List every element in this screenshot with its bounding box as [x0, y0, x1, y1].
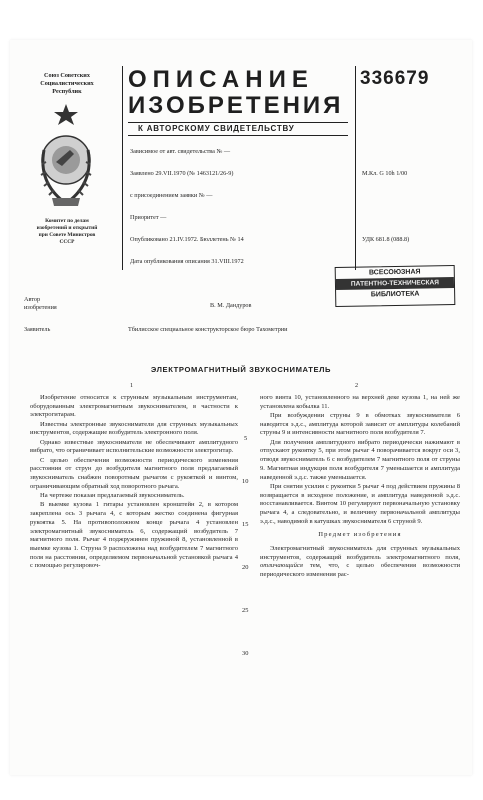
main-title: ЭЛЕКТРОМАГНИТНЫЙ ЗВУКОСНИМАТЕЛЬ: [150, 365, 332, 374]
author-name: В. М. Дандуров: [210, 302, 252, 309]
claims-text: Электромагнитный звукосниматель для струнных музыкальных инструментов, содержащий возбудитель электромагнитного поля,: [260, 545, 460, 561]
country-line: Союз Советских: [44, 72, 90, 79]
claims-heading: Предмет изобретения: [318, 531, 402, 539]
field-published: Опубликовано 21.IV.1972. Бюллетень № 14: [130, 236, 244, 243]
author-label-line: Автор: [24, 296, 41, 303]
column-2: [260, 394, 460, 580]
line-number: 5: [244, 435, 248, 442]
stamp-line: БИБЛИОТЕКА: [370, 290, 420, 299]
line-number: 10: [242, 478, 249, 485]
line-number: 15: [242, 521, 249, 528]
paragraph: При снятии усилия с рукоятки 5 рычаг 4 под действием пружины 8 возвращается в исходное положение, и амплитуда наведенной э.д.с. восстанавливается. Винтом 10 регулируют первоначальную установку рычага 4, а следовательно, и величину первоначальной амплитуды э.д.с., наводимой в катушках звукоснимателя 6 струной 9.: [260, 482, 460, 525]
class-code: М.Кл. G 10h 1/00: [362, 170, 408, 177]
paragraph: Изобретение относится к струнным музыкальным инструментам, оборудованным электромагнитным звукоснимателем, в частности к электрогитарам.: [30, 394, 238, 419]
country-block: [28, 72, 106, 96]
claims-emphasis: отличающийся: [260, 562, 303, 570]
title-rule-top: [128, 122, 348, 123]
vertical-rule-right: [355, 66, 356, 270]
udc-code: УДК 681.8 (088.8): [362, 236, 410, 243]
doc-subtitle: К АВТОРСКОМУ СВИДЕТЕЛЬСТВУ: [138, 124, 295, 133]
title-rule-bottom: [128, 135, 348, 136]
stamp-line: ПАТЕНТНО-ТЕХНИЧЕСКАЯ: [336, 277, 454, 290]
country-line: Республик: [52, 88, 82, 95]
vertical-rule-left: [122, 66, 123, 270]
committee-line: при Совете Министров: [38, 232, 96, 238]
line-number: 30: [242, 650, 249, 657]
line-number: 20: [242, 564, 249, 571]
paragraph: На чертеже показан предлагаемый звукосниматель.: [40, 492, 185, 500]
applicant-label: Заявитель: [24, 326, 51, 333]
paragraph: При возбуждении струны 9 в обмотках звукоснимателя 6 наводится э.д.с., амплитуда которой зависит от амплитуды колебаний струны 9 и интенсивности магнитного поля возбудителя 7.: [260, 412, 460, 437]
author-label: [24, 296, 57, 312]
paragraph: Однако известные звукосниматели не обеспечивают амплитудного вибрато, что ограничивает исполнительские возможности электрогитар.: [30, 438, 238, 455]
author-label-line: изобретения: [24, 304, 57, 311]
column-number-2: 2: [355, 382, 359, 389]
paragraph: С целью обеспечения возможности периодического изменения расстояния от струн до возбудителя магнитного поля предлагаемый звукосниматель снабжен поворотным рычагом с рукояткой и винтом, ограничивающим обратный ход поворотного рычага.: [30, 456, 238, 490]
committee-block: [22, 218, 112, 246]
doc-title-line-1: ОПИСАНИЕ: [128, 66, 314, 93]
stamp-line: ВСЕСОЮЗНАЯ: [368, 268, 421, 277]
library-stamp: [335, 265, 456, 307]
field-filed: Заявлено 29.VII.1970 (№ 1463121/26-9): [130, 170, 234, 177]
applicant-name: Тбилисское специальное конструкторское бюро Тахометрии: [128, 326, 288, 333]
document-page: [10, 40, 472, 775]
doc-title-line-2: ИЗОБРЕТЕНИЯ: [128, 92, 344, 119]
paragraph: Известны электронные звукосниматели для струнных музыкальных инструментов, содержащие возбудитель электронного поля.: [30, 420, 238, 437]
paragraph: ного винта 10, установленного на верхней деке кузова 1, на ней же установлена кобылка 11.: [260, 394, 460, 410]
claims-paragraph: [260, 545, 460, 580]
committee-line: Комитет по делам: [45, 218, 89, 224]
paragraph: Для получения амплитудного вибрато периодически нажимают в отпускают рукоятку 5, при этом рычаг 4 поворачивается вокруг оси 3, отводя звукосниматель 6 с возбудителем 7 магнитного поля от струны 9. Магнитная индукция поля возбудителя 7 уменьшается и амплитуда наведенной э.д.с. также уменьшается.: [260, 438, 460, 481]
committee-line: СССР: [59, 239, 75, 245]
country-line: Социалистических: [40, 80, 94, 87]
field-description-date: Дата опубликования описания 31.VIII.1972: [130, 258, 244, 265]
line-number: 25: [242, 607, 249, 614]
patent-number: 336679: [360, 68, 430, 89]
committee-line: изобретений и открытий: [36, 225, 98, 231]
column-1: [30, 394, 238, 572]
field-dependent: Зависимое от авт. свидетельства № —: [130, 148, 231, 155]
state-emblem-icon: [34, 102, 98, 214]
claims-text: тем, что, с целью обеспечения возможности периодического изменения рас-: [260, 562, 460, 579]
field-priority: Приоритет —: [130, 214, 167, 221]
column-number-1: 1: [130, 382, 134, 389]
field-attached: с присоединением заявки № —: [130, 192, 213, 199]
paragraph: В выемке кузова 1 гитары установлен кронштейн 2, в котором закреплена ось 3 рычага 4, с которым жестко соединена фигурная рукоятка 5. На противоположном конце рычага 4 установлен электромагнитный звукосниматель 6, содержащий возбудитель 7 магнитного поля. Рычаг 4 поджружинен пружиной 8, установленной в выемке кузова 1. Струна 9 расположена над возбудителем 7 магнитного поля на расстоянии, определяемом первоначальной установкой рычага 4 с помощью регулировоч-: [30, 501, 238, 570]
